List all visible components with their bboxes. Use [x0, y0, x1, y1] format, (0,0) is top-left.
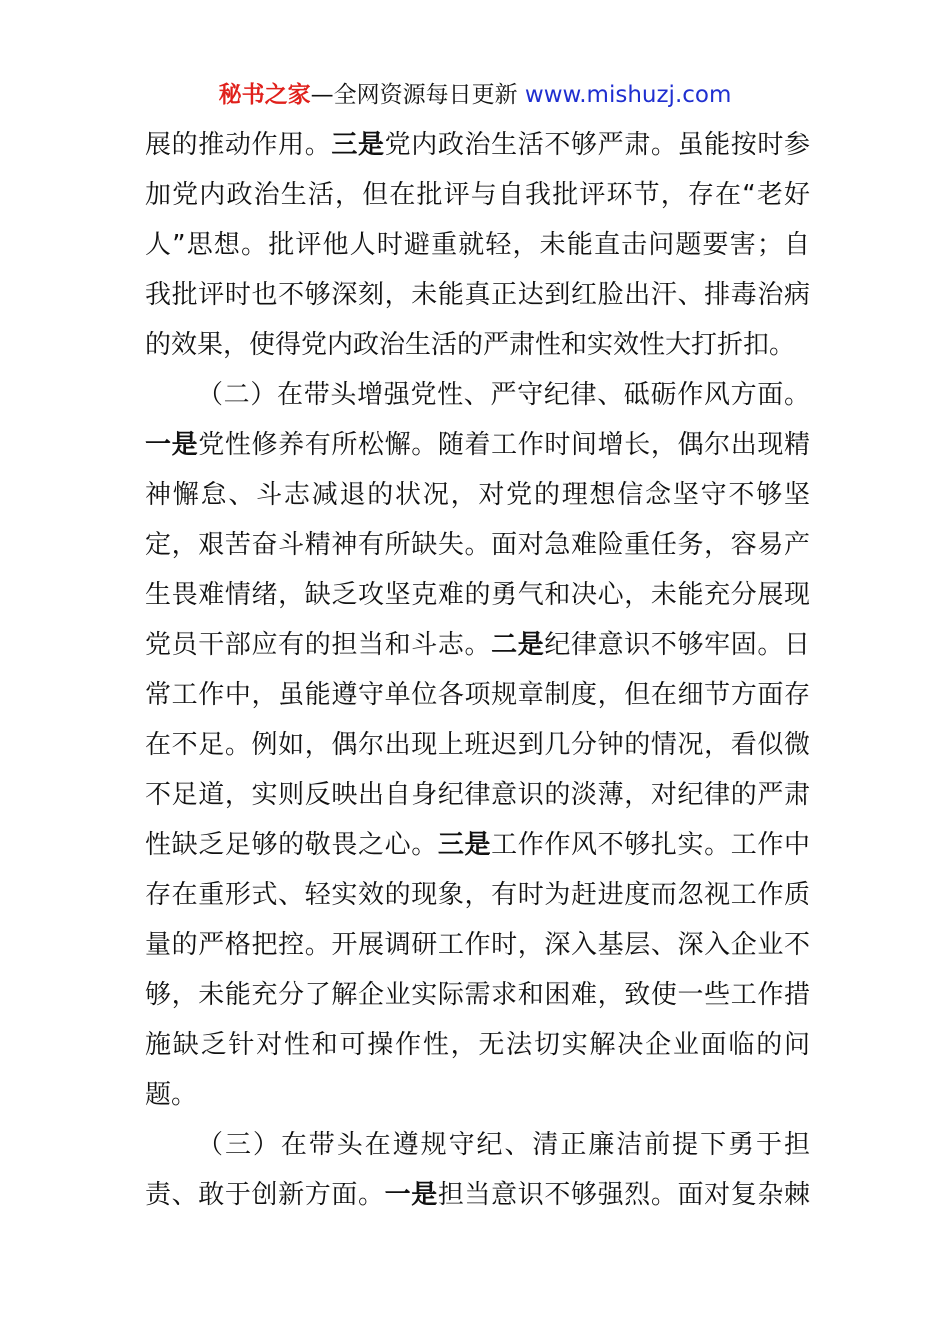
- text-run: 定，艰苦奋斗精神有所缺失。面对急难险重任务，容易产: [145, 530, 810, 560]
- text-line: [145, 1070, 810, 1120]
- text-run: 不足道，实则反映出自身纪律意识的淡薄，对纪律的严肃: [145, 780, 810, 810]
- text-line: [145, 820, 810, 870]
- text-run: 党性修养有所松懈。随着工作时间增长，偶尔出现精: [198, 430, 810, 460]
- brand-name: 秘书之家: [218, 82, 311, 108]
- text-line: [145, 570, 810, 620]
- text-run: （二）在带头增强党性、严守纪律、砥砺作风方面。: [197, 380, 810, 410]
- text-line: [145, 320, 810, 370]
- site-url-link[interactable]: www.mishuzj.com: [524, 82, 732, 108]
- text-run: 的效果，使得党内政治生活的严肃性和实效性大打折扣。: [145, 330, 796, 360]
- text-run: 责、敢于创新方面。: [145, 1180, 385, 1210]
- text-run: 党员干部应有的担当和斗志。: [145, 630, 492, 660]
- text-run: 性缺乏足够的敬畏之心。: [145, 830, 438, 860]
- text-run: 人”思想。批评他人时避重就轻，未能直击问题要害；自: [145, 230, 810, 260]
- text-line: [145, 420, 810, 470]
- text-run: 施缺乏针对性和可操作性，无法切实解决企业面临的问: [145, 1030, 810, 1060]
- text-run: 党内政治生活不够严肃。虽能按时参: [384, 130, 810, 160]
- text-line: [145, 770, 810, 820]
- text-run: 加党内政治生活，但在批评与自我批评环节，存在“老好: [145, 180, 810, 210]
- bold-lead-phrase: 三是: [331, 130, 385, 160]
- text-line: [145, 620, 810, 670]
- text-line: [145, 170, 810, 220]
- text-line: [145, 970, 810, 1020]
- site-header: [0, 80, 950, 110]
- text-run: 展的推动作用。: [145, 130, 332, 160]
- text-line: [145, 1020, 810, 1070]
- text-run: 神懈怠、斗志减退的状况，对党的理想信念坚守不够坚: [145, 480, 810, 510]
- text-run: 担当意识不够强烈。面对复杂棘: [437, 1180, 810, 1210]
- document-body: [145, 120, 810, 1220]
- text-line: [145, 720, 810, 770]
- bold-lead-phrase: 三是: [437, 830, 492, 860]
- text-run: 常工作中，虽能遵守单位各项规章制度，但在细节方面存: [145, 680, 810, 710]
- text-run: 我批评时也不够深刻，未能真正达到红脸出汗、排毒治病: [145, 280, 810, 310]
- text-run: （三）在带头在遵规守纪、清正廉洁前提下勇于担: [197, 1130, 810, 1160]
- text-line: [145, 870, 810, 920]
- text-line: [145, 520, 810, 570]
- text-line: [145, 670, 810, 720]
- text-run: 存在重形式、轻实效的现象，有时为赶进度而忽视工作质: [145, 880, 810, 910]
- text-run: 工作作风不够扎实。工作中: [491, 830, 810, 860]
- text-line: [145, 920, 810, 970]
- text-line: [145, 1120, 810, 1170]
- bold-lead-phrase: 一是: [145, 430, 199, 460]
- bold-lead-phrase: 一是: [384, 1180, 438, 1210]
- header-tagline: —全网资源每日更新: [310, 82, 518, 108]
- text-run: 够，未能充分了解企业实际需求和困难，致使一些工作措: [145, 980, 810, 1010]
- text-line: [145, 270, 810, 320]
- text-line: [145, 470, 810, 520]
- text-run: 生畏难情绪，缺乏攻坚克难的勇气和决心，未能充分展现: [145, 580, 810, 610]
- text-run: 量的严格把控。开展调研工作时，深入基层、深入企业不: [145, 930, 810, 960]
- text-line: [145, 220, 810, 270]
- bold-lead-phrase: 二是: [491, 630, 545, 660]
- text-run: 题。: [145, 1080, 198, 1110]
- text-run: 在不足。例如，偶尔出现上班迟到几分钟的情况，看似微: [145, 730, 810, 760]
- text-line: [145, 1170, 810, 1220]
- text-line: [145, 120, 810, 170]
- text-run: 纪律意识不够牢固。日: [544, 630, 810, 660]
- text-line: [145, 370, 810, 420]
